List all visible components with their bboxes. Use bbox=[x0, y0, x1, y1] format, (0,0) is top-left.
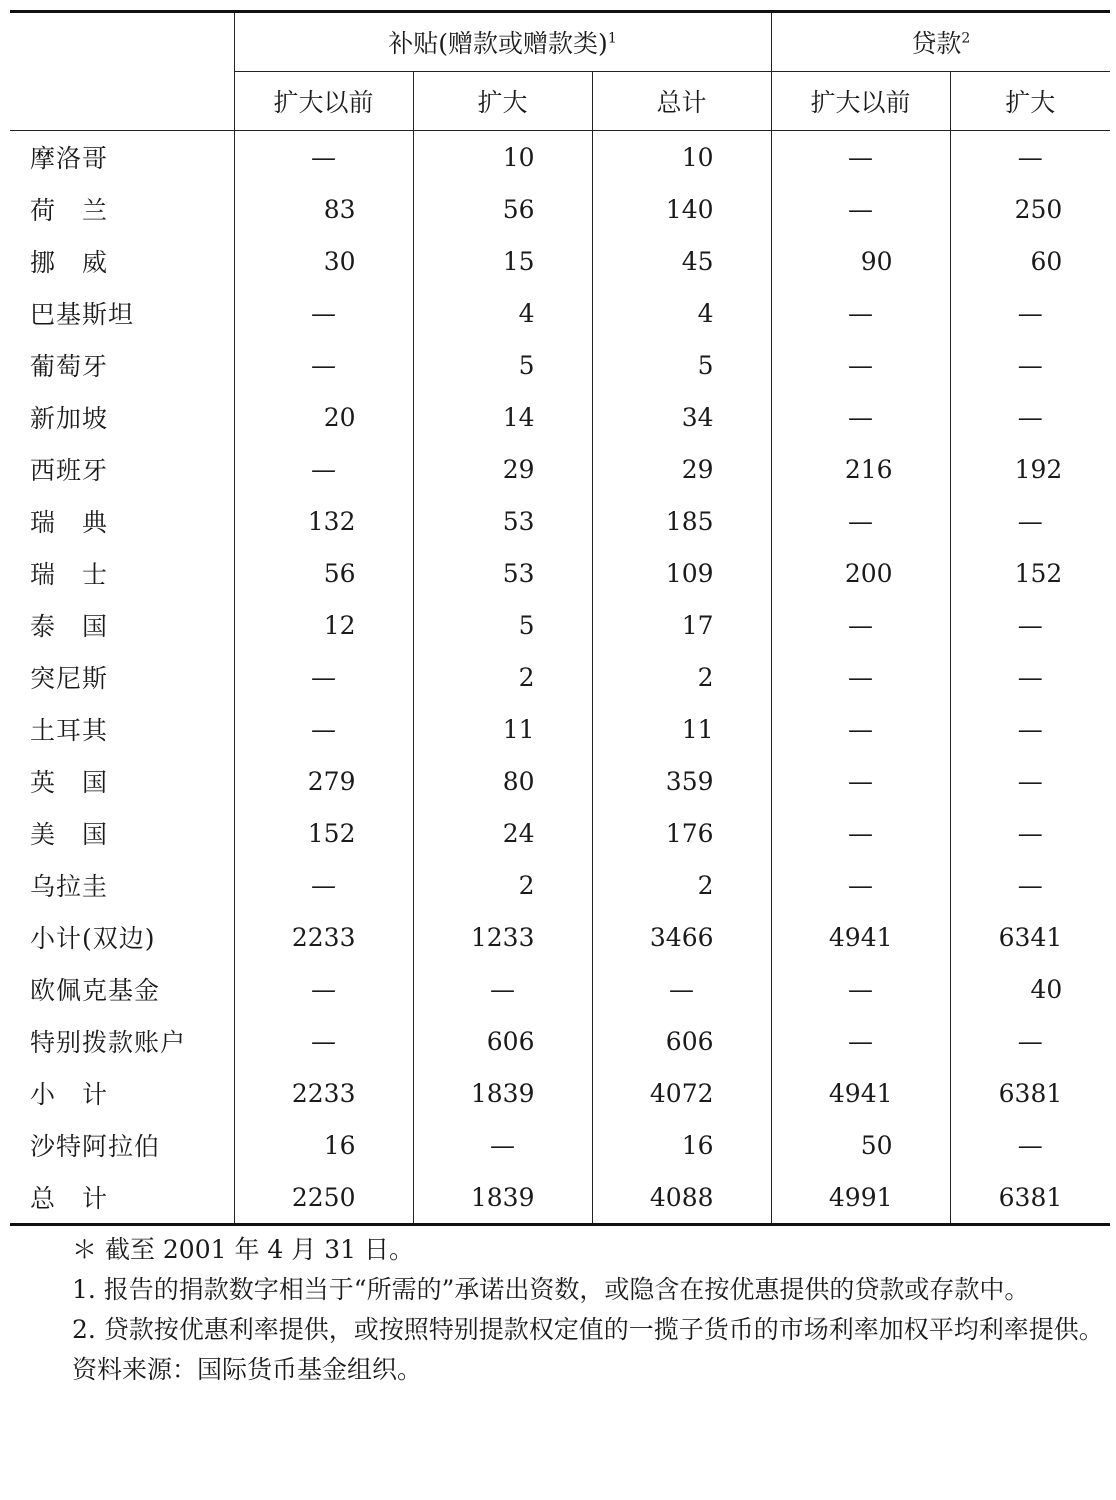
cell-value: — bbox=[1017, 506, 1043, 536]
cell-value: 4072 bbox=[649, 1078, 714, 1108]
cell-value: — bbox=[848, 506, 874, 536]
table-cell bbox=[413, 235, 592, 287]
cell-value: — bbox=[848, 1026, 874, 1056]
table-cell bbox=[413, 703, 592, 755]
table-cell bbox=[950, 859, 1110, 911]
table-cell bbox=[950, 1015, 1110, 1067]
table-row bbox=[10, 235, 1110, 287]
row-label: 欧佩克基金 bbox=[30, 976, 161, 1005]
row-label: 巴基斯坦 bbox=[30, 300, 135, 329]
cell-value: 200 bbox=[844, 558, 893, 588]
table-cell bbox=[771, 443, 950, 495]
table-cell bbox=[950, 651, 1110, 703]
table-row bbox=[10, 807, 1110, 859]
table-body bbox=[10, 131, 1110, 1225]
cell-value: 17 bbox=[681, 610, 714, 640]
cell-value: 3466 bbox=[649, 922, 714, 952]
table-cell bbox=[413, 131, 592, 184]
cell-value: — bbox=[311, 870, 336, 900]
cell-value: — bbox=[848, 402, 874, 432]
table-cell bbox=[592, 443, 771, 495]
cell-value: — bbox=[1017, 1130, 1043, 1160]
cell-value: — bbox=[490, 974, 515, 1004]
cell-value: 53 bbox=[502, 558, 535, 588]
table-cell bbox=[771, 1067, 950, 1119]
table-row bbox=[10, 703, 1110, 755]
cell-value: 152 bbox=[1014, 558, 1063, 588]
table-cell bbox=[592, 1119, 771, 1171]
row-label: 瑞 典 bbox=[30, 508, 109, 537]
cell-value: 4 bbox=[518, 298, 535, 328]
corner-cell-lower bbox=[10, 72, 234, 131]
table-cell bbox=[771, 807, 950, 859]
table-cell bbox=[234, 287, 413, 339]
table-cell bbox=[234, 911, 413, 963]
cell-value: 29 bbox=[502, 454, 535, 484]
table-cell bbox=[413, 807, 592, 859]
table-cell bbox=[592, 1067, 771, 1119]
table-cell bbox=[234, 339, 413, 391]
table-cell bbox=[413, 391, 592, 443]
table-row bbox=[10, 1067, 1110, 1119]
table-cell bbox=[234, 495, 413, 547]
cell-value: 192 bbox=[1014, 454, 1063, 484]
table-cell bbox=[234, 599, 413, 651]
table-row bbox=[10, 1171, 1110, 1225]
table-cell bbox=[234, 703, 413, 755]
table-cell bbox=[771, 1171, 950, 1225]
row-label: 小计(双边) bbox=[30, 924, 156, 953]
cell-value: — bbox=[1017, 298, 1043, 328]
cell-value: — bbox=[311, 714, 336, 744]
table-cell bbox=[413, 911, 592, 963]
cell-value: — bbox=[1017, 818, 1043, 848]
cell-value: 5 bbox=[518, 610, 535, 640]
table-cell bbox=[771, 963, 950, 1015]
table-row bbox=[10, 287, 1110, 339]
table-row bbox=[10, 755, 1110, 807]
cell-value: 6381 bbox=[998, 1182, 1063, 1212]
table-cell bbox=[950, 963, 1110, 1015]
cell-value: 185 bbox=[665, 506, 714, 536]
table-cell bbox=[234, 1015, 413, 1067]
cell-value: — bbox=[1017, 766, 1043, 796]
cell-value: — bbox=[848, 298, 874, 328]
col-header-subsidy-expanded: 扩大 bbox=[413, 72, 592, 131]
cell-value: 56 bbox=[323, 558, 356, 588]
table-cell bbox=[413, 339, 592, 391]
table-cell bbox=[234, 183, 413, 235]
corner-cell bbox=[10, 12, 234, 72]
cell-value: — bbox=[848, 766, 874, 796]
cell-value: 5 bbox=[518, 350, 535, 380]
footnote-1: 1. 报告的捐款数字相当于“所需的”承诺出资数，或隐含在按优惠提供的贷款或存款中。 bbox=[72, 1275, 1030, 1304]
cell-value: — bbox=[848, 870, 874, 900]
cell-value: 34 bbox=[681, 402, 714, 432]
group-header-subsidy: 补贴(赠款或赠款类)$^1$ bbox=[234, 12, 771, 72]
table-cell bbox=[413, 755, 592, 807]
cell-value: 2233 bbox=[291, 922, 356, 952]
cell-value: 1839 bbox=[470, 1078, 535, 1108]
table-cell bbox=[771, 755, 950, 807]
table-cell bbox=[771, 339, 950, 391]
cell-value: 606 bbox=[665, 1026, 714, 1056]
group-header-loan: 贷款$^2$ bbox=[771, 12, 1110, 72]
table-cell bbox=[234, 807, 413, 859]
cell-value: — bbox=[848, 662, 874, 692]
row-label: 特别拨款账户 bbox=[30, 1028, 187, 1057]
table-row bbox=[10, 859, 1110, 911]
table-cell bbox=[592, 547, 771, 599]
row-label: 新加坡 bbox=[30, 404, 109, 433]
table-cell bbox=[234, 963, 413, 1015]
cell-value: 4941 bbox=[828, 922, 893, 952]
table-cell bbox=[771, 1015, 950, 1067]
table-row bbox=[10, 547, 1110, 599]
cell-value: — bbox=[311, 142, 336, 172]
table-cell bbox=[950, 547, 1110, 599]
table-cell bbox=[771, 287, 950, 339]
table-cell bbox=[771, 495, 950, 547]
cell-value: 359 bbox=[665, 766, 714, 796]
cell-value: — bbox=[848, 194, 874, 224]
cell-value: 56 bbox=[502, 194, 535, 224]
row-label: 沙特阿拉伯 bbox=[30, 1132, 161, 1161]
table-cell bbox=[771, 131, 950, 184]
row-label: 荷 兰 bbox=[30, 196, 109, 225]
row-label: 西班牙 bbox=[30, 456, 109, 485]
cell-value: — bbox=[848, 350, 874, 380]
cell-value: — bbox=[1017, 402, 1043, 432]
table-cell bbox=[592, 131, 771, 184]
table-row bbox=[10, 963, 1110, 1015]
cell-value: 45 bbox=[681, 246, 714, 276]
cell-value: — bbox=[311, 350, 336, 380]
cell-value: — bbox=[311, 1026, 336, 1056]
cell-value: 152 bbox=[307, 818, 356, 848]
cell-value: — bbox=[490, 1130, 515, 1160]
table-cell bbox=[950, 495, 1110, 547]
table-row bbox=[10, 495, 1110, 547]
cell-value: 1233 bbox=[470, 922, 535, 952]
table-cell bbox=[413, 1171, 592, 1225]
row-label: 葡萄牙 bbox=[30, 352, 109, 381]
table-row bbox=[10, 443, 1110, 495]
cell-value: — bbox=[311, 662, 336, 692]
table-cell bbox=[413, 1119, 592, 1171]
cell-value: 2250 bbox=[291, 1182, 356, 1212]
table-cell bbox=[950, 235, 1110, 287]
cell-value: 90 bbox=[860, 246, 893, 276]
footnote-asterisk: ＊ 截至 2001 年 4 月 31 日。 bbox=[72, 1235, 414, 1264]
row-label: 乌拉圭 bbox=[30, 872, 109, 901]
table-cell bbox=[771, 911, 950, 963]
cell-value: 16 bbox=[681, 1130, 714, 1160]
table-cell bbox=[592, 339, 771, 391]
cell-value: 216 bbox=[844, 454, 893, 484]
table-cell bbox=[413, 287, 592, 339]
cell-value: — bbox=[1017, 1026, 1043, 1056]
cell-value: — bbox=[1017, 610, 1043, 640]
cell-value: 24 bbox=[502, 818, 535, 848]
cell-value: 2 bbox=[697, 870, 714, 900]
row-label: 瑞 士 bbox=[30, 560, 109, 589]
table-row bbox=[10, 131, 1110, 184]
data-table bbox=[10, 10, 1110, 1226]
cell-value: 4941 bbox=[828, 1078, 893, 1108]
row-label: 土耳其 bbox=[30, 716, 109, 745]
cell-value: 10 bbox=[502, 142, 535, 172]
table-cell bbox=[771, 703, 950, 755]
cell-value: 15 bbox=[502, 246, 535, 276]
table-cell bbox=[592, 235, 771, 287]
table-cell bbox=[234, 1067, 413, 1119]
table-cell bbox=[950, 755, 1110, 807]
cell-value: 5 bbox=[697, 350, 714, 380]
footnotes bbox=[10, 1230, 1110, 1390]
table-cell bbox=[592, 287, 771, 339]
cell-value: 30 bbox=[323, 246, 356, 276]
cell-value: 606 bbox=[486, 1026, 535, 1056]
table-cell bbox=[234, 651, 413, 703]
cell-value: 50 bbox=[860, 1130, 893, 1160]
cell-value: 11 bbox=[681, 714, 714, 744]
table-cell bbox=[950, 807, 1110, 859]
table-cell bbox=[771, 1119, 950, 1171]
table-cell bbox=[413, 651, 592, 703]
table-cell bbox=[771, 391, 950, 443]
table-row bbox=[10, 339, 1110, 391]
table-cell bbox=[950, 391, 1110, 443]
table-cell bbox=[413, 183, 592, 235]
cell-value: 4 bbox=[697, 298, 714, 328]
table-cell bbox=[950, 1171, 1110, 1225]
table-cell bbox=[592, 703, 771, 755]
table-cell bbox=[950, 703, 1110, 755]
table-cell bbox=[771, 651, 950, 703]
cell-value: 2 bbox=[518, 870, 535, 900]
table-cell bbox=[413, 495, 592, 547]
table-cell bbox=[413, 963, 592, 1015]
footnote-2: 2. 贷款按优惠利率提供，或按照特别提款权定值的一揽子货币的市场利率加权平均利率提供。 bbox=[72, 1315, 1104, 1344]
table-cell bbox=[234, 235, 413, 287]
cell-value: 2 bbox=[697, 662, 714, 692]
table-cell bbox=[234, 547, 413, 599]
table-cell bbox=[950, 183, 1110, 235]
row-label: 泰 国 bbox=[30, 612, 109, 641]
table-cell bbox=[592, 859, 771, 911]
cell-value: 12 bbox=[323, 610, 356, 640]
table-cell bbox=[771, 183, 950, 235]
cell-value: 80 bbox=[502, 766, 535, 796]
table-cell bbox=[413, 859, 592, 911]
cell-value: 83 bbox=[323, 194, 356, 224]
table-cell bbox=[234, 1119, 413, 1171]
table-row bbox=[10, 1015, 1110, 1067]
table-cell bbox=[950, 287, 1110, 339]
table-cell bbox=[413, 599, 592, 651]
table-cell bbox=[771, 599, 950, 651]
cell-value: 40 bbox=[1030, 974, 1063, 1004]
table-cell bbox=[950, 599, 1110, 651]
table-cell bbox=[592, 963, 771, 1015]
row-label: 总 计 bbox=[10, 1171, 234, 1225]
table-cell bbox=[592, 183, 771, 235]
cell-value: — bbox=[848, 714, 874, 744]
cell-value: — bbox=[848, 974, 874, 1004]
col-header-subsidy-total: 总计 bbox=[592, 72, 771, 131]
table-cell bbox=[950, 443, 1110, 495]
cell-value: 6341 bbox=[998, 922, 1063, 952]
table-cell bbox=[413, 1015, 592, 1067]
table-row bbox=[10, 391, 1110, 443]
table-cell bbox=[771, 547, 950, 599]
table-row bbox=[10, 911, 1110, 963]
col-header-subsidy-before: 扩大以前 bbox=[234, 72, 413, 131]
table-cell bbox=[413, 1067, 592, 1119]
table-cell bbox=[950, 1119, 1110, 1171]
cell-value: — bbox=[1017, 870, 1043, 900]
cell-value: — bbox=[848, 610, 874, 640]
source-note: 资料来源：国际货币基金组织。 bbox=[72, 1355, 423, 1384]
cell-value: 20 bbox=[323, 402, 356, 432]
table-cell bbox=[771, 859, 950, 911]
table-cell bbox=[950, 131, 1110, 184]
cell-value: 109 bbox=[665, 558, 714, 588]
cell-value: 11 bbox=[502, 714, 535, 744]
cell-value: — bbox=[311, 454, 336, 484]
table-row bbox=[10, 1119, 1110, 1171]
table-row bbox=[10, 651, 1110, 703]
cell-value: 132 bbox=[307, 506, 356, 536]
table-cell bbox=[950, 911, 1110, 963]
row-label: 英 国 bbox=[30, 768, 109, 797]
table-cell bbox=[234, 859, 413, 911]
table-cell bbox=[950, 1067, 1110, 1119]
table-cell bbox=[592, 495, 771, 547]
row-label: 突尼斯 bbox=[30, 664, 109, 693]
table-cell bbox=[592, 755, 771, 807]
table-cell bbox=[413, 443, 592, 495]
cell-value: 1839 bbox=[470, 1182, 535, 1212]
table-row bbox=[10, 599, 1110, 651]
table-cell bbox=[592, 807, 771, 859]
table-cell bbox=[413, 547, 592, 599]
row-label: 美 国 bbox=[30, 820, 109, 849]
cell-value: — bbox=[1017, 714, 1043, 744]
cell-value: — bbox=[1017, 350, 1043, 380]
cell-value: 2233 bbox=[291, 1078, 356, 1108]
table-cell bbox=[592, 599, 771, 651]
table-row bbox=[10, 183, 1110, 235]
row-label: 摩洛哥 bbox=[30, 144, 109, 173]
table-cell bbox=[234, 755, 413, 807]
cell-value: 6381 bbox=[998, 1078, 1063, 1108]
cell-value: 176 bbox=[665, 818, 714, 848]
cell-value: 4991 bbox=[828, 1182, 893, 1212]
cell-value: 60 bbox=[1030, 246, 1063, 276]
cell-value: — bbox=[311, 974, 336, 1004]
table-cell bbox=[234, 443, 413, 495]
cell-value: 279 bbox=[307, 766, 356, 796]
col-header-loan-expanded: 扩大 bbox=[950, 72, 1110, 131]
cell-value: 250 bbox=[1014, 194, 1063, 224]
cell-value: — bbox=[1017, 142, 1043, 172]
table-cell bbox=[950, 339, 1110, 391]
cell-value: 53 bbox=[502, 506, 535, 536]
cell-value: — bbox=[311, 298, 336, 328]
cell-value: 4088 bbox=[649, 1182, 714, 1212]
cell-value: 16 bbox=[323, 1130, 356, 1160]
table-cell bbox=[592, 651, 771, 703]
row-label: 挪 威 bbox=[30, 248, 109, 277]
cell-value: 140 bbox=[665, 194, 714, 224]
table-cell bbox=[592, 911, 771, 963]
table-cell bbox=[592, 391, 771, 443]
table-cell bbox=[771, 235, 950, 287]
cell-value: — bbox=[848, 818, 874, 848]
cell-value: — bbox=[848, 142, 874, 172]
col-header-loan-before: 扩大以前 bbox=[771, 72, 950, 131]
cell-value: 14 bbox=[502, 402, 535, 432]
table-cell bbox=[234, 131, 413, 184]
table-cell bbox=[592, 1171, 771, 1225]
table-cell bbox=[234, 1171, 413, 1225]
table-cell bbox=[592, 1015, 771, 1067]
cell-value: — bbox=[1017, 662, 1043, 692]
table-cell bbox=[234, 391, 413, 443]
cell-value: — bbox=[669, 974, 695, 1004]
cell-value: 10 bbox=[681, 142, 714, 172]
cell-value: 2 bbox=[518, 662, 535, 692]
row-label: 小 计 bbox=[30, 1080, 109, 1109]
cell-value: 29 bbox=[681, 454, 714, 484]
